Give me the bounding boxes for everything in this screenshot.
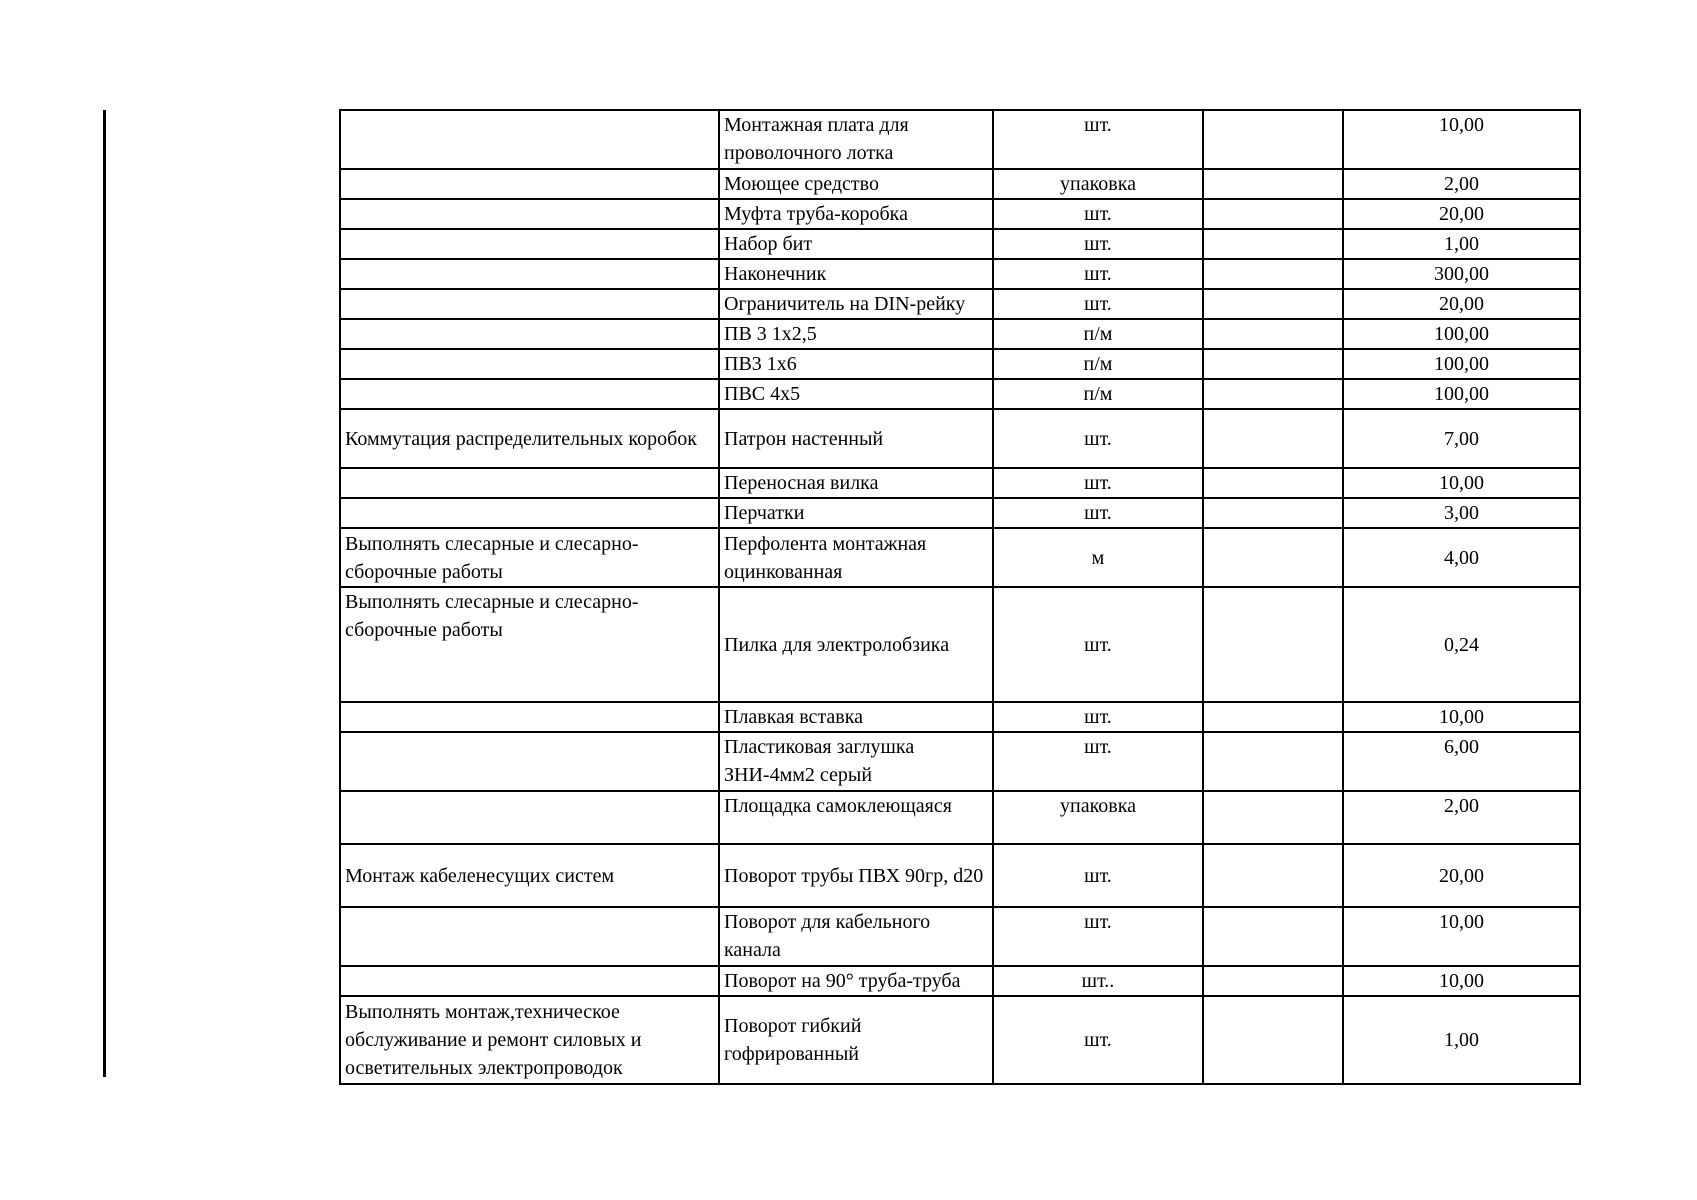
work-type-cell: Монтаж кабеленесущих систем [340,844,719,907]
empty-cell [1203,528,1343,587]
unit-cell: шт. [993,996,1203,1084]
table-row [340,379,1580,409]
quantity-cell: 100,00 [1343,319,1580,349]
empty-cell [1203,468,1343,498]
material-name-cell: ПВ3 1х6 [719,349,993,379]
work-type-cell [340,907,719,966]
table-row [340,110,1580,169]
table-row [340,844,1580,907]
unit-cell: шт. [993,907,1203,966]
work-type-cell [340,379,719,409]
empty-cell [1203,229,1343,259]
work-type-cell [340,169,719,199]
table-row [340,289,1580,319]
quantity-cell: 10,00 [1343,907,1580,966]
unit-cell: шт.. [993,966,1203,996]
quantity-cell: 1,00 [1343,229,1580,259]
unit-cell: шт. [993,259,1203,289]
empty-cell [1203,199,1343,229]
work-type-cell [340,349,719,379]
material-name-cell: Монтажная плата для проволочного лотка [719,110,993,169]
quantity-cell: 6,00 [1343,732,1580,791]
quantity-cell: 0,24 [1343,587,1580,702]
table-row [340,409,1580,468]
material-name-cell: Переносная вилка [719,468,993,498]
empty-cell [1203,587,1343,702]
table-row [340,791,1580,844]
work-type-cell [340,468,719,498]
empty-cell [1203,791,1343,844]
material-name-cell: Поворот на 90° труба-труба [719,966,993,996]
material-name-cell: Пилка для электролобзика [719,587,993,702]
material-name-cell: ПВ 3 1х2,5 [719,319,993,349]
empty-cell [1203,289,1343,319]
table-row [340,498,1580,528]
material-name-cell: Перфолента монтажная оцинкованная [719,528,993,587]
unit-cell: шт. [993,199,1203,229]
materials-table-body [340,110,1580,1084]
empty-cell [1203,379,1343,409]
material-name-cell: Площадка самоклеющаяся [719,791,993,844]
material-name-cell: Плавкая вставка [719,702,993,732]
material-name-cell: Перчатки [719,498,993,528]
quantity-cell: 20,00 [1343,844,1580,907]
material-name-cell: ПВС 4х5 [719,379,993,409]
unit-cell: шт. [993,732,1203,791]
table-row [340,702,1580,732]
work-type-cell: Выполнять слесарные и слесарно-сборочные работы [340,528,719,587]
work-type-cell [340,289,719,319]
quantity-cell: 20,00 [1343,199,1580,229]
quantity-cell: 1,00 [1343,996,1580,1084]
unit-cell: упаковка [993,169,1203,199]
unit-cell: шт. [993,498,1203,528]
empty-cell [1203,996,1343,1084]
unit-cell: шт. [993,468,1203,498]
unit-cell: п/м [993,349,1203,379]
empty-cell [1203,498,1343,528]
empty-cell [1203,110,1343,169]
material-name-cell: Поворот для кабельного канала [719,907,993,966]
empty-cell [1203,409,1343,468]
empty-cell [1203,966,1343,996]
material-name-cell: Патрон настенный [719,409,993,468]
empty-cell [1203,169,1343,199]
table-row [340,528,1580,587]
quantity-cell: 300,00 [1343,259,1580,289]
work-type-cell [340,229,719,259]
work-type-cell: Выполнять монтаж,техническое обслуживание и ремонт силовых и осветительных электропроводок [340,996,719,1084]
quantity-cell: 4,00 [1343,528,1580,587]
unit-cell: шт. [993,587,1203,702]
unit-cell: шт. [993,229,1203,259]
table-row [340,732,1580,791]
empty-cell [1203,844,1343,907]
quantity-cell: 10,00 [1343,702,1580,732]
table-row [340,199,1580,229]
unit-cell: п/м [993,379,1203,409]
table-row [340,966,1580,996]
unit-cell: шт. [993,844,1203,907]
quantity-cell: 10,00 [1343,110,1580,169]
quantity-cell: 2,00 [1343,791,1580,844]
work-type-cell [340,498,719,528]
empty-cell [1203,732,1343,791]
work-type-cell [340,110,719,169]
work-type-cell: Коммутация распределительных коробок [340,409,719,468]
table-row [340,259,1580,289]
work-type-cell [340,259,719,289]
work-type-cell: Выполнять слесарные и слесарно-сборочные работы [340,587,719,702]
unit-cell: шт. [993,289,1203,319]
quantity-cell: 20,00 [1343,289,1580,319]
material-name-cell: Поворот гибкий гофрированный [719,996,993,1084]
table-row [340,319,1580,349]
material-name-cell: Моющее средство [719,169,993,199]
quantity-cell: 100,00 [1343,349,1580,379]
material-name-cell: Набор бит [719,229,993,259]
quantity-cell: 10,00 [1343,966,1580,996]
work-type-cell [340,732,719,791]
work-type-cell [340,791,719,844]
empty-cell [1203,259,1343,289]
table-row [340,169,1580,199]
table-row [340,229,1580,259]
table-row [340,349,1580,379]
empty-cell [1203,702,1343,732]
quantity-cell: 10,00 [1343,468,1580,498]
unit-cell: м [993,528,1203,587]
material-name-cell: Ограничитель на DIN-рейку [719,289,993,319]
quantity-cell: 100,00 [1343,379,1580,409]
material-name-cell: Поворот трубы ПВХ 90гр, d20 [719,844,993,907]
quantity-cell: 7,00 [1343,409,1580,468]
empty-cell [1203,319,1343,349]
empty-cell [1203,349,1343,379]
unit-cell: шт. [993,409,1203,468]
material-name-cell: Пластиковая заглушка ЗНИ-4мм2 серый [719,732,993,791]
table-row [340,996,1580,1084]
empty-cell [1203,907,1343,966]
quantity-cell: 2,00 [1343,169,1580,199]
table-row [340,468,1580,498]
quantity-cell: 3,00 [1343,498,1580,528]
unit-cell: п/м [993,319,1203,349]
materials-table [339,109,1581,1085]
table-row [340,587,1580,702]
material-name-cell: Наконечник [719,259,993,289]
work-type-cell [340,702,719,732]
work-type-cell [340,319,719,349]
page-left-rule [103,110,106,1077]
unit-cell: шт. [993,110,1203,169]
material-name-cell: Муфта труба-коробка [719,199,993,229]
work-type-cell [340,199,719,229]
work-type-cell [340,966,719,996]
table-row [340,907,1580,966]
unit-cell: упаковка [993,791,1203,844]
unit-cell: шт. [993,702,1203,732]
